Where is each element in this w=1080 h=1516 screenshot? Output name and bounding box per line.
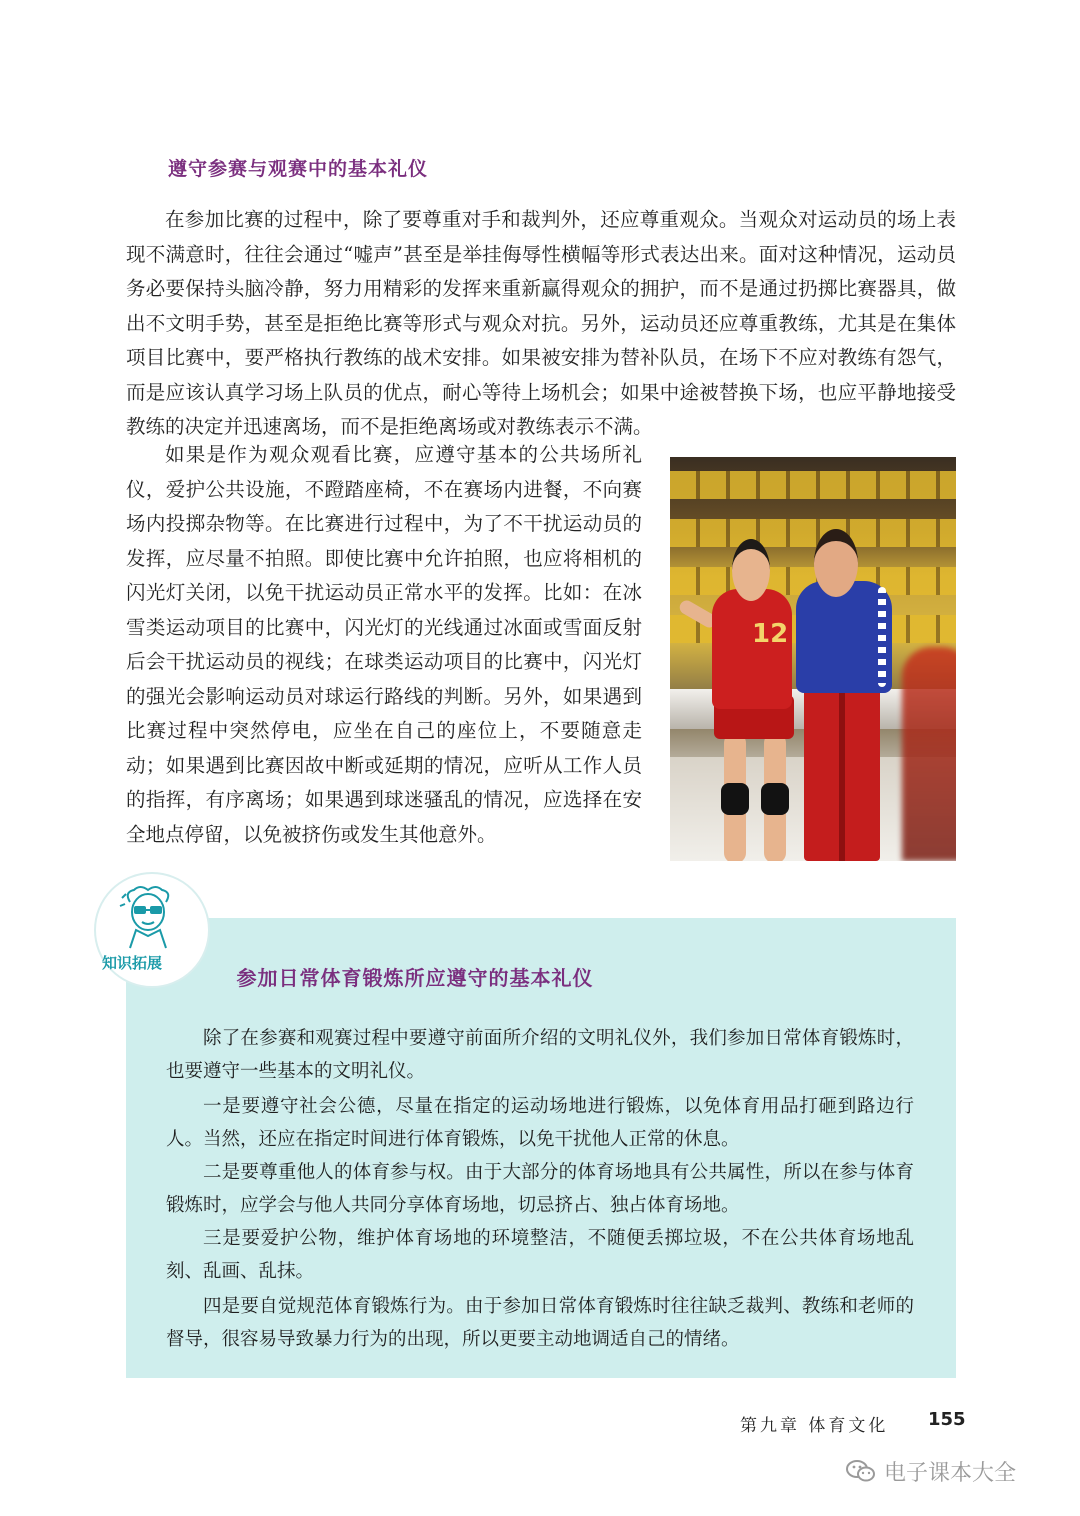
knowledge-paragraph: 四是要自觉规范体育锻炼行为。由于参加日常体育锻炼时往往缺乏裁判、教练和老师的督导，很容易导致暴力行为的出现，所以更要主动地调适自己的情绪。 bbox=[166, 1296, 914, 1350]
watermark bbox=[846, 1454, 1016, 1488]
knowledge-title: 参加日常体育锻炼所应遵守的基本礼仪 bbox=[236, 966, 594, 990]
knowledge-paragraph: 二是要尊重他人的体育参与权。由于大部分的体育场地具有公共属性，所以在参与体育锻炼时，应学会与他人共同分享体育场地，切忌挤占、独占体育场地。 bbox=[166, 1162, 914, 1216]
photo-coach-pants bbox=[804, 689, 880, 861]
volleyball-photo bbox=[670, 457, 956, 861]
photo-knee-pad bbox=[721, 783, 749, 815]
chapter-label: 第九章 体育文化 bbox=[740, 1416, 889, 1436]
professor-icon bbox=[116, 884, 180, 950]
knowledge-paragraph: 三是要爱护公物，维护体育场地的环境整洁，不随便丢掷垃圾，不在公共体育场地乱刻、乱画、乱抹。 bbox=[166, 1228, 914, 1282]
body-paragraph-1: 在参加比赛的过程中，除了要尊重对手和裁判外，还应尊重观众。当观众对运动员的场上表现不满意时，往往会通过“嘘声”甚至是举挂侮辱性横幅等形式表达出来。面对这种情况，运动员务必要保持头脑冷静，努力用精彩的发挥来重新赢得观众的拥护，而不是通过扔掷比赛器具，做出不文明手势，甚至是拒绝比赛等形式与观众对抗。另外，运动员还应尊重教练，尤其是在集体项目比赛中，要严格执行教练的战术安排。如果被安排为替补队员，在场下不应对教练有怨气，而是应该认真学习场上队员的优点，耐心等待上场机会；如果中途被替换下场，也应平静地接受教练的决定并迅速离场，而不是拒绝离场或对教练表示不满。 bbox=[126, 208, 956, 438]
jersey-number: 12 bbox=[752, 619, 789, 649]
wechat-icon bbox=[846, 1459, 876, 1483]
photo-player-jersey bbox=[712, 589, 792, 709]
photo-player-head bbox=[732, 539, 770, 601]
knowledge-paragraph: 一是要遵守社会公德，尽量在指定的运动场地进行锻炼，以免体育用品打砸到路边行人。当然，还应在指定时间进行体育锻炼，以免干扰他人正常的休息。 bbox=[166, 1096, 914, 1150]
photo-stands bbox=[670, 519, 956, 547]
photo-background-person bbox=[902, 647, 956, 861]
photo-coach-head bbox=[814, 529, 858, 597]
photo-stands bbox=[670, 471, 956, 499]
knowledge-paragraph: 除了在参赛和观赛过程中要遵守前面所介绍的文明礼仪外，我们参加日常体育锻炼时，也要遵守一些基本的文明礼仪。 bbox=[166, 1028, 914, 1082]
photo-knee-pad bbox=[761, 783, 789, 815]
section-title: 遵守参赛与观赛中的基本礼仪 bbox=[168, 158, 429, 180]
photo-coach-stripe bbox=[878, 587, 886, 687]
page-number: 155 bbox=[928, 1409, 966, 1430]
watermark-text: 电子课本大全 bbox=[884, 1460, 1017, 1486]
knowledge-badge-label: 知识拓展 bbox=[102, 954, 163, 972]
body-paragraph-2: 如果是作为观众观看比赛，应遵守基本的公共场所礼仪，爱护公共设施，不蹬踏座椅，不在赛场内进餐，不向赛场内投掷杂物等。在比赛进行过程中，为了不干扰运动员的发挥，应尽量不拍照。即使比赛中允许拍照，也应将相机的闪光灯关闭，以免干扰运动员正常水平的发挥。比如：在冰雪类运动项目的比赛中，闪光灯的光线通过冰面或雪面反射后会干扰运动员的视线；在球类运动项目的比赛中，闪光灯的强光会影响运动员对球运行路线的判断。另外，如果遇到比赛过程中突然停电，应坐在自己的座位上，不要随意走动；如果遇到比赛因故中断或延期的情况，应听从工作人员的指挥，有序离场；如果遇到球迷骚乱的情况，应选择在安全地点停留，以免被挤伤或发生其他意外。 bbox=[126, 443, 642, 846]
